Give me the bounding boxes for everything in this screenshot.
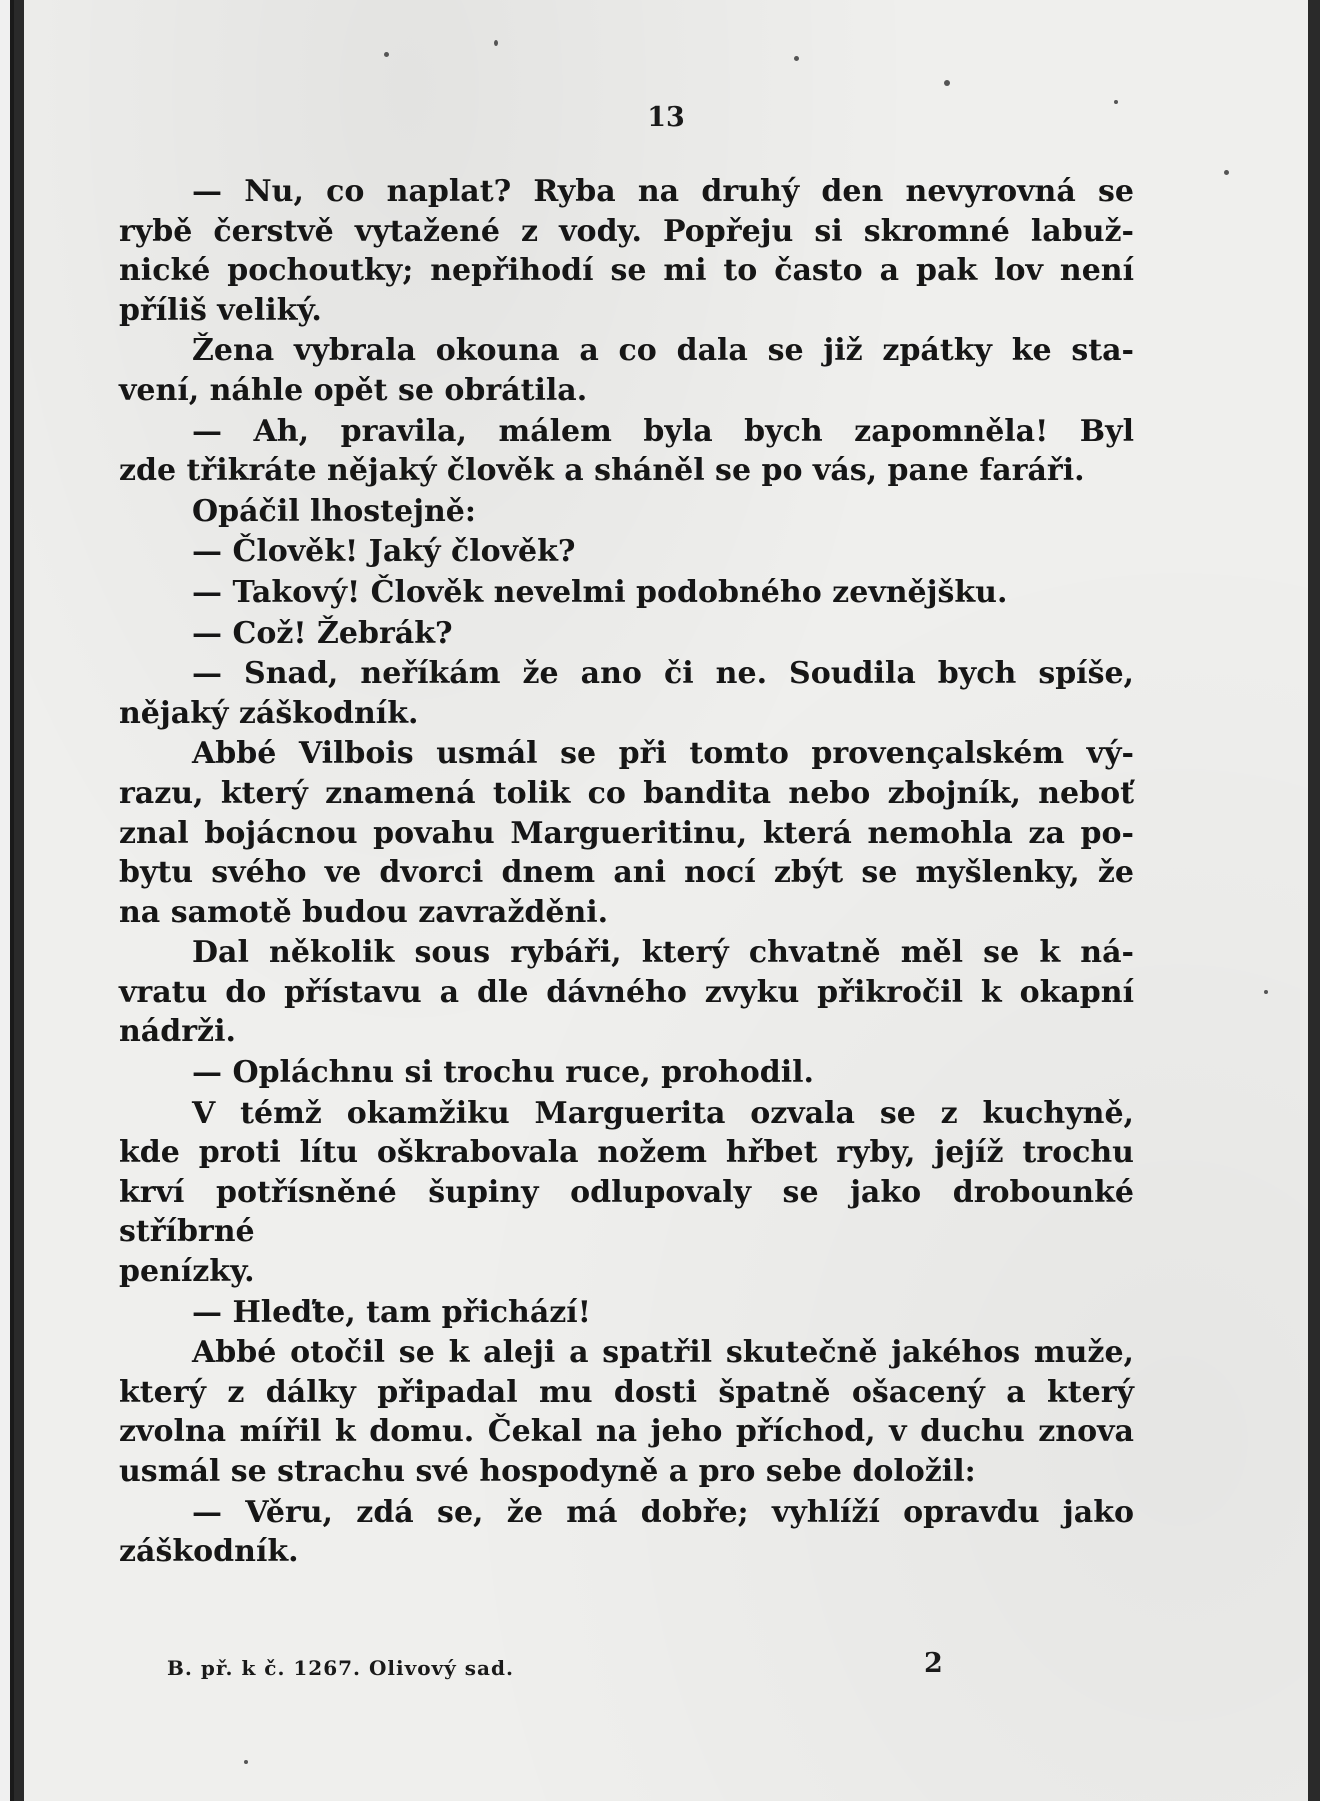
text-line: vení, náhle opět se obrátila.: [119, 372, 588, 408]
paragraph: [119, 1053, 1134, 1093]
body-text: [119, 172, 1134, 1573]
text-line: Dal několik sous rybáři, který chvatně měl se k ná-: [192, 935, 1134, 971]
text-line: Žena vybrala okouna a co dala se již zpátky ke sta-: [192, 333, 1134, 369]
scan-speck: [794, 56, 799, 61]
text-line: Opáčil lhostejně:: [192, 493, 476, 529]
text-line: nádrži.: [119, 1014, 236, 1050]
paragraph: [119, 532, 1134, 572]
paragraph: [119, 1333, 1134, 1491]
page-number: 13: [647, 102, 685, 133]
paragraph: [119, 614, 1134, 654]
text-line: zvolna mířil k domu. Čekal na jeho příchod, v duchu znova: [119, 1414, 1134, 1450]
footer-signature: B. př. k č. 1267. Olivový sad.: [167, 1656, 514, 1680]
text-line: penízky.: [119, 1254, 255, 1290]
text-line: usmál se strachu své hospodyně a pro sebe doložil:: [119, 1454, 976, 1489]
text-line: — Snad, neříkám že ano či ne. Soudila bych spíše,: [192, 656, 1134, 692]
text-line: — Takový! Člověk nevelmi podobného zevnějšku.: [192, 574, 1008, 610]
text-line: — Což! Žebrák?: [192, 615, 453, 651]
text-line: příliš veliký.: [119, 292, 322, 328]
paragraph: [119, 573, 1134, 613]
paragraph: [119, 734, 1134, 932]
scan-speck: [944, 80, 950, 86]
text-line: záškodník.: [119, 1534, 299, 1570]
text-line: — Opláchnu si trochu ruce, prohodil.: [192, 1055, 814, 1091]
scan-speck: [1114, 100, 1118, 104]
footer-sheet-number: 2: [924, 1648, 943, 1679]
text-line: bytu svého ve dvorci dnem ani nocí zbýt se myšlenky, že: [119, 855, 1134, 891]
text-line: razu, který znamená tolik co bandita nebo zbojník, neboť: [119, 775, 1134, 811]
text-line: — Ah, pravila, málem byla bych zapomněla! Byl: [192, 413, 1134, 449]
scan-speck: [1264, 990, 1268, 994]
scan-speck: [494, 40, 498, 46]
text-line: znal bojácnou povahu Margueritinu, která nemohla za po-: [119, 815, 1134, 851]
paragraph: [119, 492, 1134, 532]
text-line: Abbé Vilbois usmál se při tomto provençalském vý-: [192, 736, 1134, 772]
paragraph: [119, 172, 1134, 330]
text-line: vratu do přístavu a dle dávného zvyku přikročil k okapní: [119, 974, 1134, 1010]
text-line: — Věru, zdá se, že má dobře; vyhlíží opravdu jako: [192, 1494, 1134, 1530]
paragraph: [119, 933, 1134, 1052]
text-line: — Nu, co naplat? Ryba na druhý den nevyrovná se: [192, 174, 1134, 209]
text-line: nějaký záškodník.: [119, 695, 419, 731]
paragraph: [119, 412, 1134, 491]
paragraph: [119, 1293, 1134, 1333]
scan-speck: [384, 52, 389, 57]
text-line: který z dálky připadal mu dosti špatně ošacený a který: [119, 1374, 1134, 1410]
book-page: [24, 0, 1308, 1801]
text-line: kde proti lítu oškrabovala nožem hřbet ryby, jejíž trochu: [119, 1135, 1134, 1171]
paragraph: [119, 331, 1134, 410]
text-line: Abbé otočil se k aleji a spatřil skutečně jakéhos muže,: [192, 1335, 1134, 1371]
paragraph: [119, 1493, 1134, 1572]
text-line: na samotě budou zavražděni.: [119, 894, 609, 930]
text-line: nické pochoutky; nepřihodí se mi to často a pak lov není: [119, 253, 1134, 289]
text-line: — Hleďte, tam přichází!: [192, 1294, 591, 1330]
text-line: V témž okamžiku Marguerita ozvala se z kuchyně,: [192, 1095, 1134, 1131]
scan-speck: [244, 1760, 248, 1764]
paragraph: [119, 654, 1134, 733]
text-line: krví potřísněné šupiny odlupovaly se jako drobounké stříbrné: [119, 1174, 1134, 1250]
text-line: rybě čerstvě vytažené z vody. Popřeju si skromné labuž-: [119, 213, 1134, 249]
text-line: zde třikráte nějaký člověk a sháněl se po vás, pane faráři.: [119, 453, 1085, 489]
left-page-edge: [0, 0, 14, 1801]
text-line: — Člověk! Jaký člověk?: [192, 534, 576, 570]
scan-speck: [1224, 170, 1229, 175]
paragraph: [119, 1094, 1134, 1292]
